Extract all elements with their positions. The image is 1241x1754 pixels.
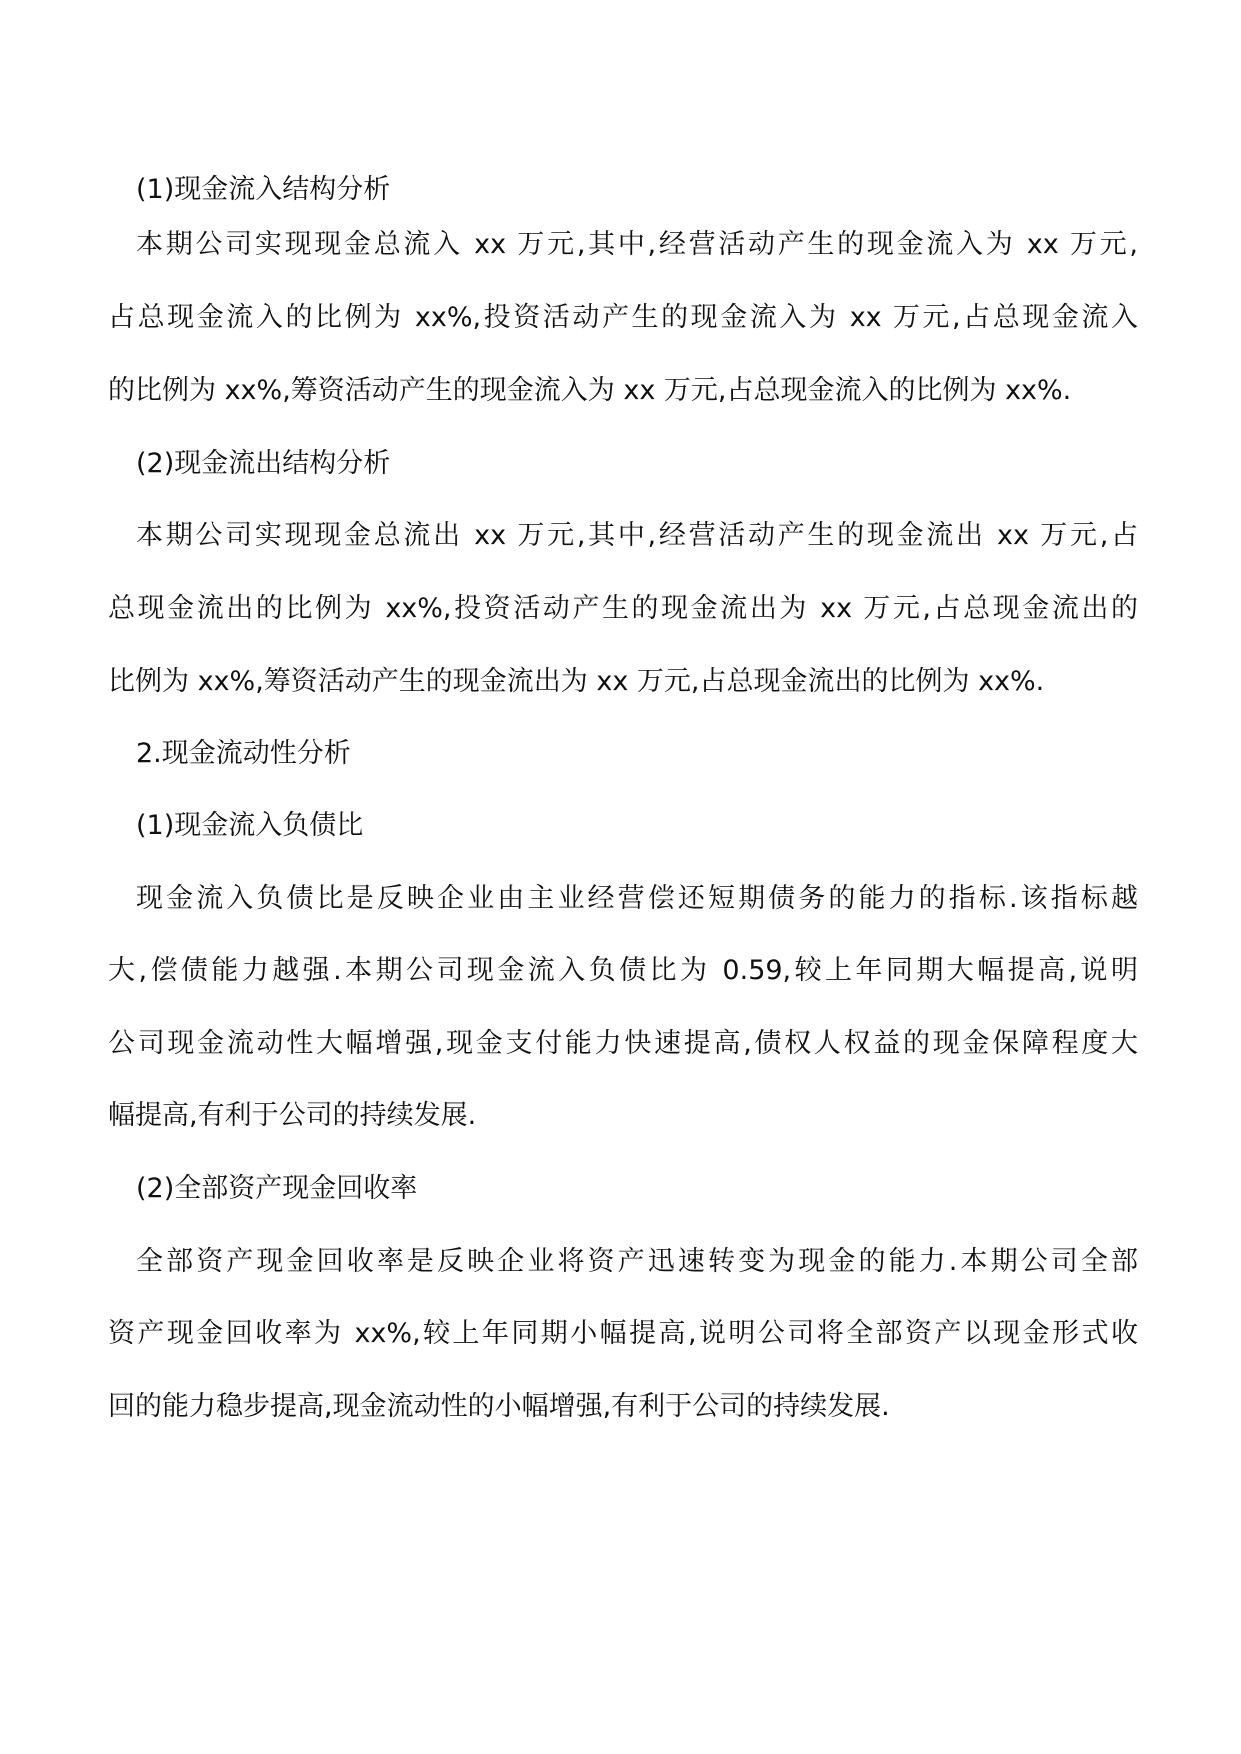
section-heading-cash-inflow-debt-ratio: (1)现金流入负债比 xyxy=(136,810,364,841)
paragraph-line: 大,偿债能力越强.本期公司现金流入负债比为 0.59,较上年同期大幅提高,说明 xyxy=(108,955,1138,986)
paragraph-line: 现金流入负债比是反映企业由主业经营偿还短期债务的能力的指标.该指标越 xyxy=(136,883,1138,914)
section-heading-cash-inflow-structure: (1)现金流入结构分析 xyxy=(136,174,391,205)
paragraph-line: 幅提高,有利于公司的持续发展. xyxy=(108,1100,477,1131)
paragraph-line: 本期公司实现现金总流出 xx 万元,其中,经营活动产生的现金流出 xx 万元,占 xyxy=(136,520,1138,551)
section-heading-asset-cash-recovery: (2)全部资产现金回收率 xyxy=(136,1173,418,1204)
section-heading-cash-outflow-structure: (2)现金流出结构分析 xyxy=(136,448,391,479)
paragraph-line: 公司现金流动性大幅增强,现金支付能力快速提高,债权人权益的现金保障程度大 xyxy=(108,1028,1138,1059)
section-heading-cash-liquidity: 2.现金流动性分析 xyxy=(136,738,351,769)
paragraph-line: 总现金流出的比例为 xx%,投资活动产生的现金流出为 xx 万元,占总现金流出的 xyxy=(108,593,1138,624)
paragraph-line: 占总现金流入的比例为 xx%,投资活动产生的现金流入为 xx 万元,占总现金流入 xyxy=(108,302,1138,333)
paragraph-line: 资产现金回收率为 xx%,较上年同期小幅提高,说明公司将全部资产以现金形式收 xyxy=(108,1318,1138,1349)
paragraph-line: 比例为 xx%,筹资活动产生的现金流出为 xx 万元,占总现金流出的比例为 xx%. xyxy=(108,666,1045,697)
paragraph-line: 本期公司实现现金总流入 xx 万元,其中,经营活动产生的现金流入为 xx 万元, xyxy=(136,229,1138,260)
paragraph-line: 的比例为 xx%,筹资活动产生的现金流入为 xx 万元,占总现金流入的比例为 xx%. xyxy=(108,375,1072,406)
paragraph-line: 全部资产现金回收率是反映企业将资产迅速转变为现金的能力.本期公司全部 xyxy=(136,1246,1138,1277)
paragraph-line: 回的能力稳步提高,现金流动性的小幅增强,有利于公司的持续发展. xyxy=(108,1391,890,1422)
